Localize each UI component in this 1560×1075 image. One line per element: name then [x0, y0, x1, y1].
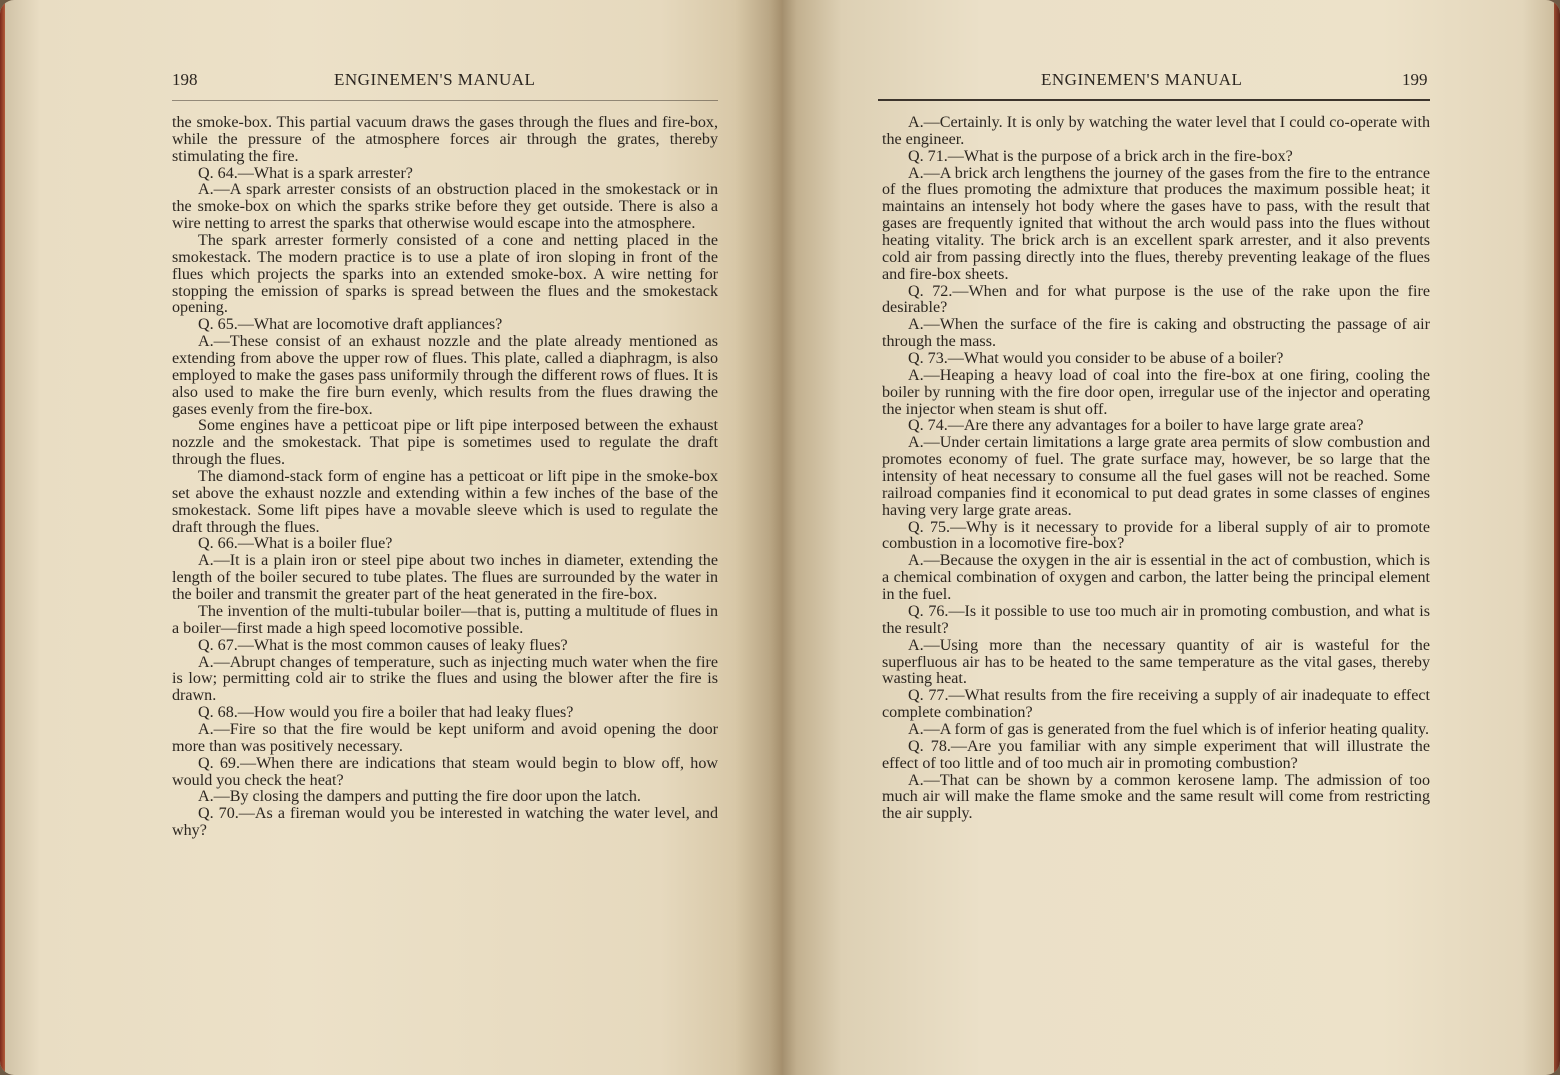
- running-head: ENGINEMEN'S MANUAL: [334, 70, 536, 89]
- page-number: 198: [172, 70, 198, 89]
- question: Q. 64.—What is a spark arrester?: [198, 164, 413, 182]
- paragraph: The diamond-stack form of engine has a petticoat or lift pipe in the smoke-box set above the exhaust nozzle and extending within a few inches of the base of the smokestack. Some lift pipes have a movable sleeve which is used to regulate the draft through the flues.: [172, 468, 718, 536]
- body-text: [882, 115, 1430, 823]
- paragraph: The invention of the multi-tubular boiler—that is, putting a multitude of flues in a boiler—first made a high speed locomotive possible.: [172, 602, 718, 637]
- answer: A.—Heaping a heavy load of coal into the fire-box at one firing, cooling the boiler by running with the fire door open, irregular use of the injector and operating the injector when steam is shut off.: [882, 366, 1430, 418]
- header-rule: [878, 99, 1430, 101]
- answer: A.—A form of gas is generated from the fuel which is of inferior heating quality.: [908, 720, 1429, 738]
- question: Q. 75.—Why is it necessary to provide for a liberal supply of air to promote combustion in a locomotive fire-box?: [882, 518, 1430, 553]
- page-edge: [0, 0, 5, 1075]
- right-page: [782, 0, 1560, 1075]
- answer: A.—It is a plain iron or steel pipe about two inches in diameter, extending the length of the boiler secured to tube plates. The flues are surrounded by the water in the boiler and transmit the greater part of the heat generated in the fire-box.: [172, 552, 718, 604]
- answer: A.—Because the oxygen in the air is essential in the act of combustion, which is a chemical combination of oxygen and carbon, the latter being the principal element in the fuel.: [882, 552, 1430, 604]
- answer: A.—Abrupt changes of temperature, such as injecting much water when the fire is low; permitting cold air to strike the flues and using the blower after the fire is drawn.: [172, 653, 718, 705]
- question: Q. 73.—What would you consider to be abuse of a boiler?: [908, 350, 1284, 368]
- answer: A.—That can be shown by a common kerosene lamp. The admission of too much air will make the flame smoke and the same result will come from restricting the air supply.: [882, 771, 1430, 823]
- answer: A.—A brick arch lengthens the journey of the gases from the fire to the entrance of the flues promoting the admixture that produces the maximum possible heat; it maintains an intensely hot body where the gases have to pass, with the result that gases are frequently ignited that without the arch would pass into the flues without heating vitality. The brick arch is an excellent spark arrester, and it also prevents cold air from passing directly into the flues, thereby preventing leakage of the flues and fire-box sheets.: [882, 164, 1430, 283]
- paragraph: the smoke-box. This partial vacuum draws the gases through the flues and fire-box, while the pressure of the atmosphere forces air through the grates, thereby stimulating the fire.: [172, 114, 718, 165]
- question: Q. 72.—When and for what purpose is the use of the rake upon the fire desirable?: [882, 282, 1430, 317]
- question: Q. 77.—What results from the fire receiving a supply of air inadequate to effect complete combination?: [882, 687, 1430, 722]
- question: Q. 76.—Is it possible to use too much air in promoting combustion, and what is the result?: [882, 602, 1430, 637]
- page-edge: [1554, 0, 1560, 1075]
- body-text: [172, 115, 718, 840]
- answer: A.—A spark arrester consists of an obstruction placed in the smokestack or in the smoke-box on which the sparks strike before they get outside. There is also a wire netting to arrest the sparks that otherwise would escape into the atmosphere.: [172, 181, 718, 233]
- answer: A.—Fire so that the fire would be kept uniform and avoid opening the door more than was positively necessary.: [172, 720, 718, 755]
- header-rule: [172, 100, 718, 101]
- question: Q. 66.—What is a boiler flue?: [198, 535, 393, 553]
- answer: A.—Using more than the necessary quantity of air is wasteful for the superfluous air has to be heated to the same temperature as the vital gases, thereby wasting heat.: [882, 636, 1430, 688]
- answer: A.—When the surface of the fire is caking and obstructing the passage of air through the mass.: [882, 316, 1430, 351]
- question: Q. 71.—What is the purpose of a brick arch in the fire-box?: [908, 147, 1293, 165]
- question: Q. 65.—What are locomotive draft appliances?: [198, 316, 503, 334]
- paragraph: The spark arrester formerly consisted of a cone and netting placed in the smokestack. The modern practice is to use a plate of iron sloping in front of the flues which projects the sparks into an extended smoke-box. A wire netting for stopping the emission of sparks is spread between the flues and the smokestack opening.: [172, 232, 718, 317]
- page-number: 199: [1402, 70, 1428, 89]
- answer: A.—Under certain limitations a large grate area permits of slow combustion and promotes economy of fuel. The grate surface may, however, be so large that the intensity of heat necessary to consume all the fuel gases will not be reached. Some railroad companies find it economical to put dead grates in some classes of engines having very large grate areas.: [882, 434, 1430, 519]
- paragraph: Some engines have a petticoat pipe or lift pipe interposed between the exhaust nozzle and the smokestack. That pipe is sometimes used to regulate the draft through the flues.: [172, 417, 718, 469]
- answer: A.—By closing the dampers and putting the fire door upon the latch.: [198, 788, 641, 806]
- answer: A.—Certainly. It is only by watching the water level that I could co-operate with the engineer.: [882, 114, 1430, 148]
- question: Q. 70.—As a fireman would you be interested in watching the water level, and why?: [172, 805, 718, 840]
- question: Q. 68.—How would you fire a boiler that had leaky flues?: [198, 704, 574, 722]
- question: Q. 74.—Are there any advantages for a boiler to have large grate area?: [908, 417, 1364, 435]
- running-head: ENGINEMEN'S MANUAL: [1041, 70, 1243, 89]
- question: Q. 78.—Are you familiar with any simple experiment that will illustrate the effect of too little and of too much air in promoting combustion?: [882, 737, 1430, 772]
- question: Q. 69.—When there are indications that steam would begin to blow off, how would you check the heat?: [172, 754, 718, 789]
- question: Q. 67.—What is the most common causes of leaky flues?: [198, 636, 568, 654]
- answer: A.—These consist of an exhaust nozzle and the plate already mentioned as extending from above the upper row of flues. This plate, called a diaphragm, is also employed to make the gases pass uniformily through the different rows of flues. It is also used to make the fire burn evenly, which results from the flues drawing the gases evenly from the fire-box.: [172, 333, 718, 418]
